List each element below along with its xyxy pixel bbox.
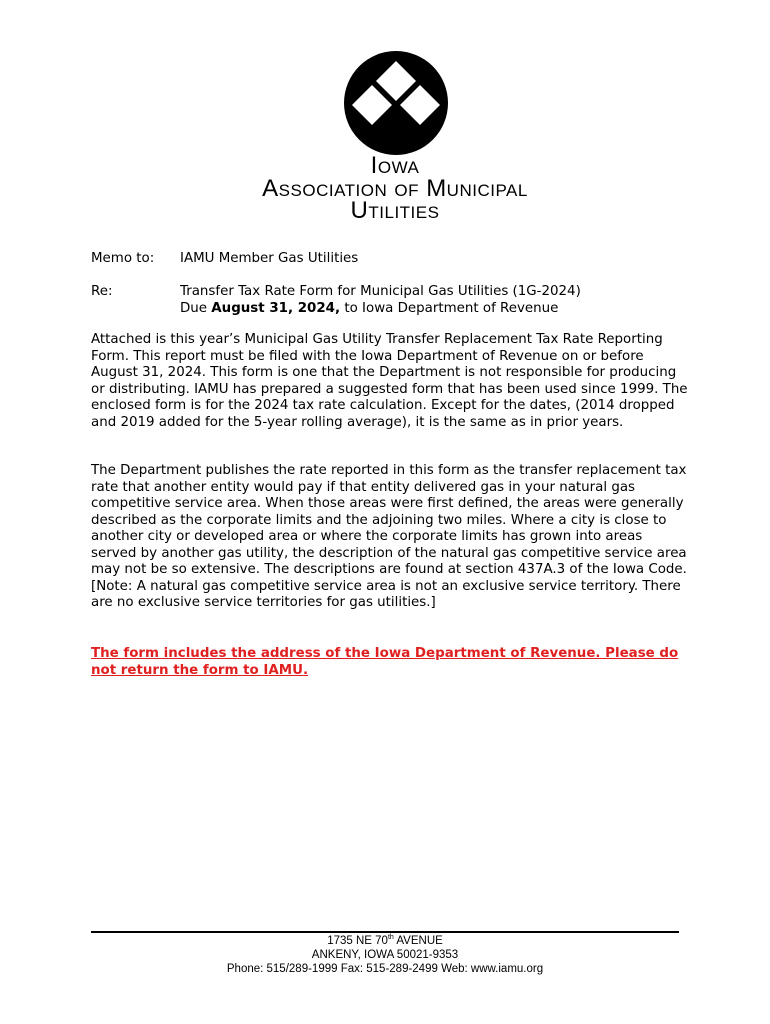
letterhead-line2: Association of Municipal xyxy=(262,175,528,202)
paragraph-1: Attached is this year’s Municipal Gas Utility Transfer Replacement Tax Rate Reporting Form. This report must be filed with the Iowa Department of Revenue on or before August 31, 2024. This form is one that the Department is not responsible for producing or distributing. IAMU has prepared a suggested form that has been used since 1999. The enclosed form is for the 2024 tax rate calculation. Except for the dates, (2014 dropped and 2019 added for the 5-year rolling average), it is the same as in prior years. xyxy=(91,332,688,430)
footer-address-sup: th xyxy=(387,934,394,942)
letterhead-line1: Iowa xyxy=(370,152,420,179)
footer-address-post: AVENUE xyxy=(393,935,443,947)
footer-address xyxy=(91,934,679,948)
memo-re-due: Due xyxy=(180,300,212,316)
iamu-logo xyxy=(344,51,448,155)
footer-contact: Phone: 515/289-1999 Fax: 515-289-2499 Web: www.iamu.org xyxy=(226,963,544,975)
memo-to-value: IAMU Member Gas Utilities xyxy=(180,251,359,266)
paragraph-2-block xyxy=(91,463,691,612)
memo-re-label: Re: xyxy=(91,284,113,299)
memo-re-line2 xyxy=(180,301,581,318)
memo-re-value xyxy=(180,284,581,317)
footer-address-pre: 1735 NE 70 xyxy=(327,935,388,947)
memo-to-label: Memo to: xyxy=(91,251,155,266)
memo-re-dept: to Iowa Department of Revenue xyxy=(340,300,559,316)
letterhead-line3: Utilities xyxy=(350,197,440,224)
footer-city: ANKENY, IOWA 50021-9353 xyxy=(311,949,459,961)
footer-divider xyxy=(91,931,679,933)
paragraph-2: The Department publishes the rate reported in this form as the transfer replacement tax rate that another entity would pay if that entity delivered gas in your natural gas competitive service area. When those areas were first defined, the areas were generally described as the corporate limits and the adjoining two miles. Where a city is close to another city or developed area or where the corporate limits has grown into areas served by another gas utility, the description of the natural gas competitive service area may not be so extensive. The descriptions are found at section 437A.3 of the Iowa Code. xyxy=(91,463,687,577)
memo-re-line1: Transfer Tax Rate Form for Municipal Gas Utilities (1G-2024) xyxy=(180,284,581,299)
memo-re-date: August 31, 2024, xyxy=(211,300,341,316)
note: [Note: A natural gas competitive service area is not an exclusive service territory. There are no exclusive service territories for gas utilities.] xyxy=(91,578,681,610)
warning-text: The form includes the address of the Iowa Department of Revenue. Please do not return the form to IAMU. xyxy=(91,646,679,678)
